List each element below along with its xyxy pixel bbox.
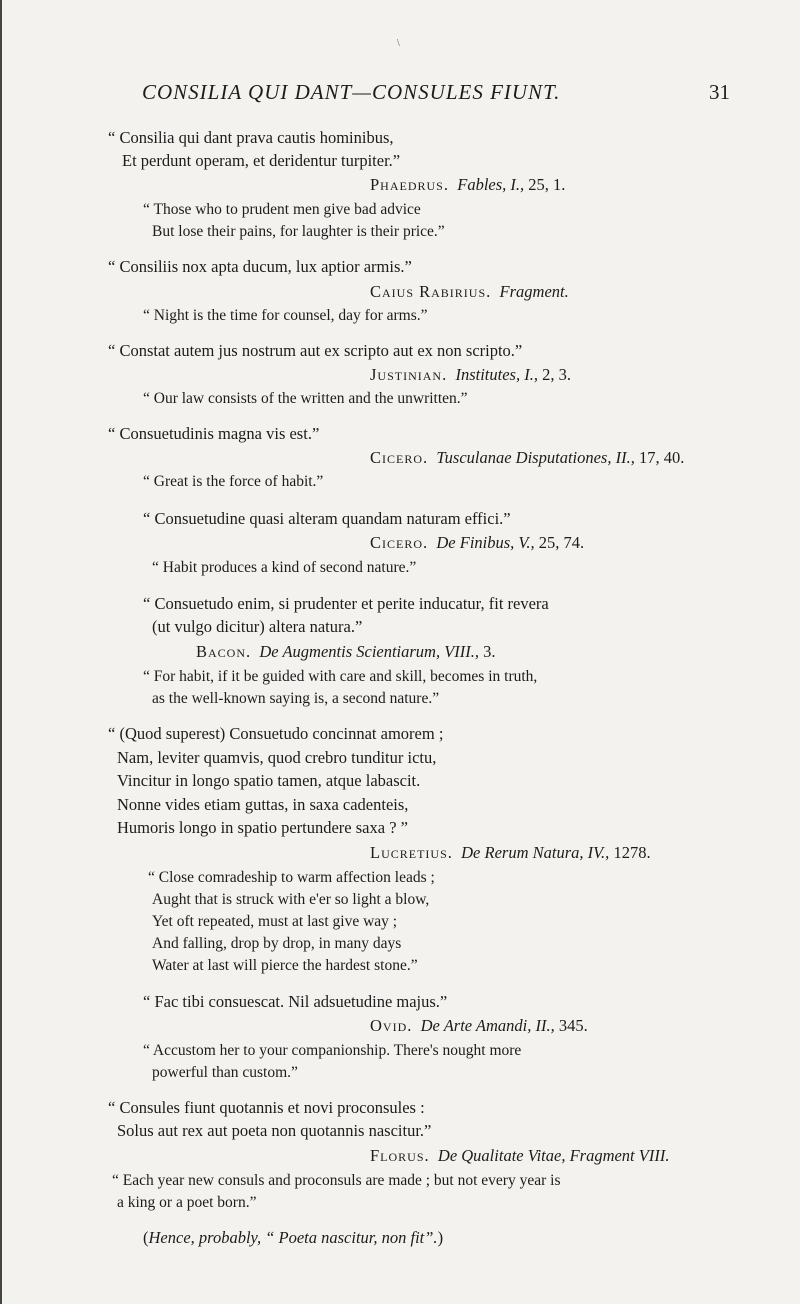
author: Lucretius. — [370, 843, 453, 862]
translation-line: a king or a poet born.” — [117, 1194, 257, 1211]
translation-line: And falling, drop by drop, in many days — [152, 935, 402, 952]
page-number: 31 — [709, 80, 730, 104]
work-title: Tusculanae Disputationes, II., — [436, 448, 635, 467]
reference: 345. — [558, 1016, 588, 1035]
latin-line: Solus aut rex aut poeta non quotannis nascitur.” — [117, 1121, 432, 1140]
latin-line: “ (Quod superest) Consuetudo concinnat amorem ; — [108, 724, 444, 743]
latin-line: Humoris longo in spatio pertundere saxa ? ” — [117, 818, 408, 837]
work-title: Fragment. — [499, 282, 569, 301]
page-edge-shadow — [0, 0, 2, 1304]
author: Cicero. — [370, 533, 429, 552]
author: Ovid. — [370, 1016, 413, 1035]
translation-line: “ Great is the force of habit.” — [143, 473, 324, 490]
reference: 1278. — [613, 843, 651, 862]
author: Justinian. — [370, 365, 448, 384]
latin-line: “ Fac tibi consuescat. Nil adsuetudine majus.” — [143, 992, 448, 1011]
page-tick-mark: \ — [397, 38, 400, 49]
work-title: Institutes, I., — [455, 365, 538, 384]
translation-line: Yet oft repeated, must at last give way ; — [152, 913, 398, 930]
latin-line: “ Consuetudine quasi alteram quandam naturam effici.” — [143, 509, 511, 528]
latin-line: “ Consuetudo enim, si prudenter et perite inducatur, fit revera — [143, 594, 549, 613]
translation-line: Aught that is struck with e'er so light a blow, — [152, 891, 430, 908]
latin-line: Vincitur in longo spatio tamen, atque labascit. — [117, 771, 421, 790]
reference: 25, 74. — [538, 533, 585, 552]
attribution — [370, 448, 684, 468]
running-head: CONSILIA QUI DANT—CONSULES FIUNT. — [142, 80, 561, 104]
latin-line: Nam, leviter quamvis, quod crebro tunditur ictu, — [117, 748, 437, 767]
author: Bacon. — [196, 642, 252, 661]
work-title: De Arte Amandi, II., — [420, 1016, 555, 1035]
translation-line: “ Our law consists of the written and the unwritten.” — [143, 390, 468, 407]
author: Phaedrus. — [370, 175, 449, 194]
translation-line: “ Night is the time for counsel, day for arms.” — [143, 307, 428, 324]
translation-line: “ Those who to prudent men give bad advice — [143, 201, 421, 218]
attribution — [370, 1146, 669, 1166]
author: Florus. — [370, 1146, 430, 1165]
translation-line: “ Each year new consuls and proconsuls are made ; but not every year is — [112, 1172, 561, 1189]
reference: 2, 3. — [542, 365, 571, 384]
reference: 17, 40. — [638, 448, 685, 467]
latin-line: “ Constat autem jus nostrum aut ex scripto aut ex non scripto.” — [108, 341, 523, 360]
work-title: De Rerum Natura, IV., — [461, 843, 610, 862]
reference: 25, 1. — [528, 175, 566, 194]
attribution — [370, 843, 651, 863]
attribution — [370, 533, 584, 553]
work-title: De Augmentis Scientiarum, VIII., — [259, 642, 480, 661]
translation-line: “ Habit produces a kind of second nature.” — [152, 559, 417, 576]
attribution — [370, 282, 569, 302]
attribution — [370, 365, 571, 385]
closing-note-quote: “ Poeta nascitur, non fit”. — [265, 1228, 438, 1247]
latin-line: Nonne vides etiam guttas, in saxa cadenteis, — [117, 795, 409, 814]
reference: 3. — [483, 642, 496, 661]
author: Caius Rabirius. — [370, 282, 492, 301]
author: Cicero. — [370, 448, 429, 467]
work-title: Fables, I., — [457, 175, 525, 194]
attribution — [196, 642, 496, 662]
translation-line: But lose their pains, for laughter is their price.” — [152, 223, 445, 240]
work-title: De Qualitate Vitae, Fragment VIII. — [437, 1146, 670, 1165]
translation-line: “ For habit, if it be guided with care and skill, becomes in truth, — [143, 668, 538, 685]
closing-note-open-paren: ( — [143, 1228, 149, 1247]
closing-note-close-paren: ) — [437, 1228, 444, 1247]
latin-line: “ Consuetudinis magna vis est.” — [108, 424, 320, 443]
translation-line: powerful than custom.” — [152, 1064, 298, 1081]
translation-line: “ Close comradeship to warm affection leads ; — [148, 869, 435, 886]
latin-line: “ Consules fiunt quotannis et novi proconsules : — [108, 1098, 425, 1117]
attribution — [370, 175, 565, 195]
latin-line: Et perdunt operam, et deridentur turpiter.” — [122, 151, 401, 170]
attribution — [370, 1016, 588, 1036]
closing-note — [143, 1228, 443, 1248]
latin-line: (ut vulgo dicitur) altera natura.” — [152, 617, 363, 636]
latin-line: “ Consiliis nox apta ducum, lux aptior armis.” — [108, 257, 412, 276]
translation-line: “ Accustom her to your companionship. There's nought more — [143, 1042, 522, 1059]
translation-line: as the well-known saying is, a second nature.” — [152, 690, 440, 707]
closing-note-text: Hence, probably, — [148, 1228, 262, 1247]
latin-line: “ Consilia qui dant prava cautis hominibus, — [108, 128, 394, 147]
work-title: De Finibus, V., — [436, 533, 535, 552]
translation-line: Water at last will pierce the hardest stone.” — [152, 957, 418, 974]
